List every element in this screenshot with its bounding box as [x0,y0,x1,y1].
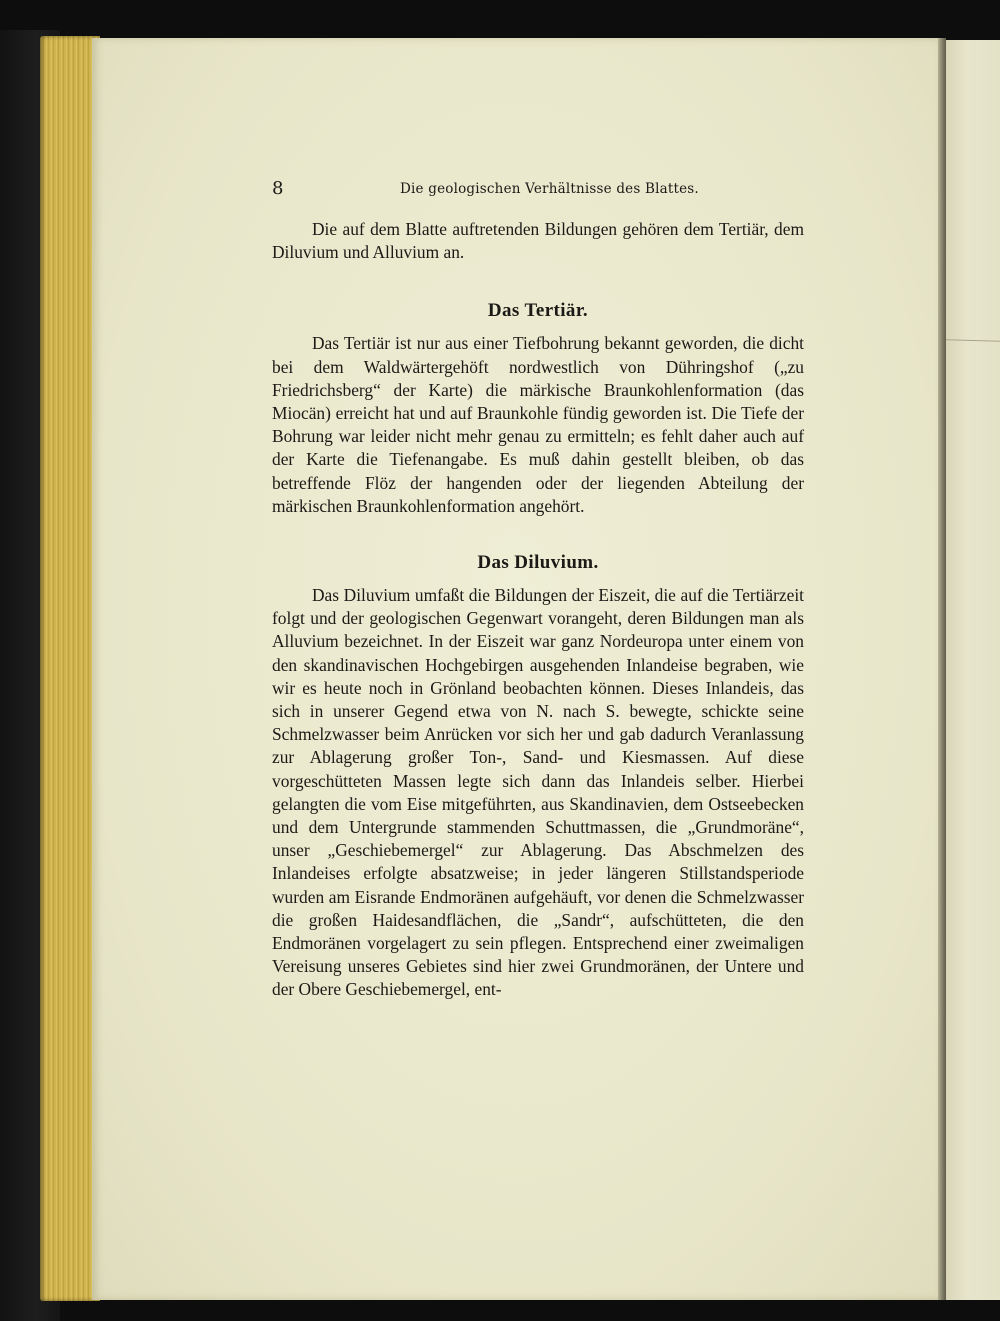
book-gutter [938,38,946,1300]
facing-page [946,40,1000,1300]
section-heading: Das Tertiär. [487,300,589,322]
section-diluvium [272,552,804,1002]
section-paragraph: Das Tertiär ist nur aus einer Tiefbohrung bekannt geworden, die dicht bei dem Waldwärtergehöft nordwestlich von Dühringshof („zu Friedrichsberg“ der Karte) die märkische Braunkohlenformation (das Miocän) erreicht hat und auf Braunkohle fündig geworden ist. Die Tiefe der Bohrung war leider nicht mehr genau zu ermitteln; es fehlt daher auch auf der Karte die Tiefenangabe. Es muß dahin gestellt bleiben, ob das betreffende Flöz der hangenden oder der liegenden Abteilung der märkischen Braunkohlenformation angehört. [272,333,804,516]
page-edges [40,36,100,1301]
intro-paragraph: Die auf dem Blatte auftretenden Bildungen gehören dem Tertiär, dem Diluvium und Alluvium an. [272,219,804,263]
section-heading: Das Diluvium. [477,552,599,574]
page-fold-line [946,339,1000,341]
section-tertiaer [272,300,804,518]
page-number: 8 [272,178,284,199]
page-text [272,180,804,1036]
section-paragraph: Das Diluvium umfaßt die Bildungen der Eiszeit, die auf die Tertiärzeit folgt und der geologischen Gegenwart vorangeht, deren Bildungen man als Alluvium bezeichnet. In der Eiszeit war ganz Nordeuropa unter einem von den skandinavischen Hochgebirgen ausgehenden Inlandeise begraben, wie wir es heute noch in Grönland beobachten können. Dieses Inlandeis, das sich in unserer Gegend etwa von N. nach S. bewegte, schickte seine Schmelzwasser beim Anrücken vor sich her und gab dadurch Veranlassung zur Ablagerung großer Ton-, Sand- und Kiesmassen. Auf diese vorgeschütteten Massen legte sich dann das Inlandeis selber. Hierbei gelangten die vom Eise mitgeführten, aus Skandinavien, dem Ostseebecken und dem Untergrunde stammenden Schuttmassen, die „Grundmoräne“, unser „Geschiebemergel“ zur Ablagerung. Das Abschmelzen des Inlandeises erfolgte absatzweise; in jeder längeren Stillstandsperiode wurden am Eisrande Endmoränen aufgehäuft, vor denen die Schmelzwasser die großen Haidesandflächen, die „Sandr“, aufschütteten, die den Endmoränen vorgelagert zu sein pflegen. Entsprechend einer zweimaligen Vereisung unseres Gebietes sind hier zwei Grundmoränen, der Untere und der Obere Geschiebemergel, ent- [272,585,804,1000]
running-head [272,180,804,200]
running-title: Die geologischen Verhältnisse des Blattes. [400,181,699,197]
